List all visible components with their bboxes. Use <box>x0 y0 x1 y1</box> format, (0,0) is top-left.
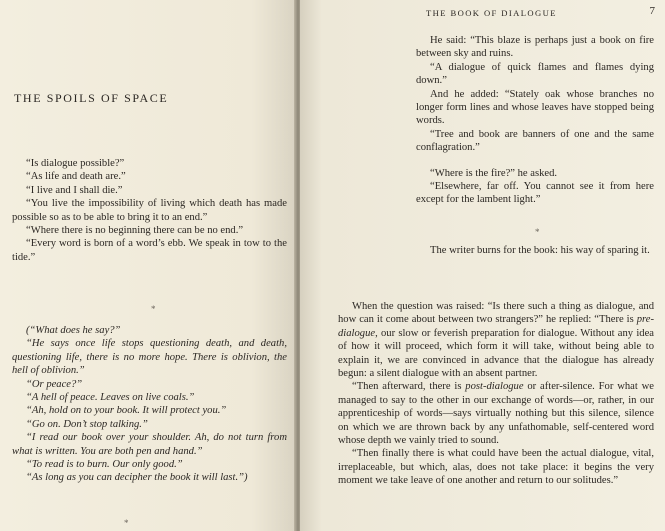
dialogue-line: “I live and I shall die.” <box>26 184 123 196</box>
paragraph: “Where is the fire?” he asked. <box>430 167 558 179</box>
page-number: 7 <box>649 5 655 17</box>
italic-line: “I read our book over your shoulder. Ah, do not turn from what is written. You are both pen and hand.” <box>12 432 287 457</box>
dialogue-line: “Where there is no beginning there can be no end.” <box>26 225 244 237</box>
paragraph: “Then finally there is what could have been the actual dialogue, vital, irreplaceable, but which, alas, does not take place: it begins the very moment we take leave of one another and return to our solitudes.” <box>338 448 654 487</box>
body-text <box>338 300 654 488</box>
section-separator: * <box>535 227 540 237</box>
dialogue-line: “Every word is born of a word’s ebb. We speak in tow to the tide.” <box>12 238 287 263</box>
paragraph <box>338 300 654 380</box>
right-page <box>300 0 665 531</box>
dialogue-block <box>12 157 287 264</box>
emphasis: pre-dialogue <box>338 314 654 339</box>
italic-line: (“What does he say?” <box>26 325 121 336</box>
italic-line: “Or peace?” <box>26 378 83 390</box>
text-run: “Then afterward, there is <box>352 381 466 393</box>
emphasis: post-dialogue <box>465 381 524 393</box>
dialogue-line: “Is dialogue possible?” <box>26 158 125 169</box>
paragraph <box>338 380 654 447</box>
text-run: or after-silence. For what we managed to say to the other in our exchange of words—or, rather, in our apprenticeship of words—says virtually nothing but this silence, silence on which we are thrown back by any unfathomable, self-centered word whose depth we vainly tried to sound. <box>338 381 654 447</box>
italic-line: “Go on. Don’t stop talking.” <box>26 418 148 430</box>
paragraph: And he added: “Stately oak whose branches no longer form lines and whose leaves have stopped being words. <box>416 88 654 127</box>
paragraph: The writer burns for the book: his way of sparing it. <box>430 245 650 256</box>
italic-line: “To read is to burn. Our only good.” <box>26 459 183 471</box>
text-run: When the question was raised: “Is there such a thing as dialogue, and how can it come about between two strangers?” he replied: “There is <box>338 301 654 326</box>
paragraph: He said: “This blaze is perhaps just a book on fire between sky and ruins. <box>416 35 654 60</box>
italic-line: “As long as you can decipher the book it will last.”) <box>26 472 248 484</box>
italic-dialogue-block <box>12 324 287 485</box>
section-separator: * <box>151 304 156 314</box>
bottom-separator: * <box>124 518 129 528</box>
left-page <box>0 0 296 531</box>
text-run: , our slow or feverish preparation for dialogue. Without any idea of how it will proceed, which form it will take, without being able to explain it, we are convinced in advance that the dialogue has already begun: a silent dialogue with an absent partner. <box>338 327 654 380</box>
italic-line: “Ah, hold on to your book. It will protect you.” <box>26 405 227 417</box>
italic-line: “A hell of peace. Leaves on live coals.” <box>26 392 195 404</box>
blaze-dialogue <box>416 34 654 207</box>
dialogue-line: “You live the impossibility of living which death has made possible so as to be able to bring it to an end.” <box>12 198 287 223</box>
chapter-title: THE SPOILS OF SPACE <box>14 91 169 105</box>
paragraph: “A dialogue of quick flames and flames dying down.” <box>416 61 654 87</box>
writer-block <box>416 244 654 257</box>
paragraph: “Tree and book are banners of one and the same conflagration.” <box>416 128 654 154</box>
italic-line: “He says once life stops questioning death, and death, questioning life, there is no more hope. There is oblivion, the hell of oblivion.” <box>12 338 287 377</box>
dialogue-line: “As life and death are.” <box>26 171 126 183</box>
running-head: THE BOOK OF DIALOGUE <box>426 8 557 18</box>
paragraph: “Elsewhere, far off. You cannot see it from here except for the lambent light.” <box>416 181 654 206</box>
